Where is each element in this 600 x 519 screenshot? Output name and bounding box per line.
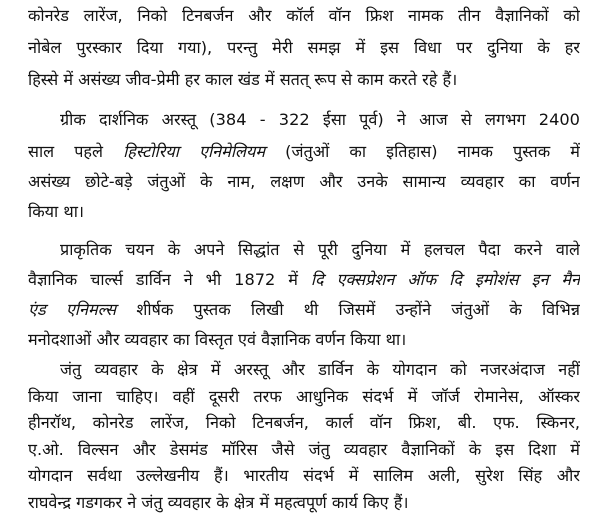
text-line: किया जाना चाहिए। वहीं दूसरी तरफ आधुनिक संदर्भ में जॉर्ज रोमानेस, ऑस्कर (28, 387, 580, 406)
text-line (28, 142, 580, 164)
text-line (28, 270, 580, 292)
text-line: नोबेल पुरस्कार दिया गया), परन्तु मेरी समझ में इस विधा पर दुनिया के हर (28, 38, 580, 57)
text-line: हीनरॉथ, कोनरेड लारेंज, निको टिनबर्जन, कार्ल वॉन फ्रिश, बी. एफ. स्किनर, (28, 413, 580, 432)
text-line: किया था। (28, 202, 85, 221)
text-line: हिस्से में असंख्य जीव-प्रेमी हर काल खंड में सतत् रूप से काम करते रहे हैं। (28, 70, 458, 89)
text-line: योगदान सर्वथा उल्लेखनीय हैं। भारतीय संदर्भ में सालिम अली, सुरेश सिंह और (28, 466, 580, 485)
text-line: कोनरेड लारेंज, निको टिनबर्जन और कॉर्ल वॉन फ्रिश नामक तीन वैज्ञानिकों को (28, 6, 580, 25)
text-line: ए.ओ. विल्सन और डेसमंड मॉरिस जैसे जंतु व्यवहार वैज्ञानिकों के इस दिशा में (28, 440, 580, 459)
text-line: राघवेन्द्र गडगकर ने जंतु व्यवहार के क्षेत्र में महत्वपूर्ण कार्य किए हैं। (28, 493, 409, 512)
text-run: (जंतुओं का इतिहास) नामक पुस्तक में (265, 142, 580, 161)
text-line: मनोदशाओं और व्यवहार का विस्तृत एवं वैज्ञानिक वर्णन किया था। (28, 330, 407, 349)
text-run: शीर्षक पुस्तक लिखी थी जिसमें उन्होंने जंतुओं के विभिन्न (116, 300, 580, 319)
text-line (28, 300, 580, 322)
text-run: साल पहले (28, 142, 124, 161)
text-line: प्राकृतिक चयन के अपने सिद्धांत से पूरी दुनिया में हलचल पैदा करने वाले (60, 240, 580, 259)
book-title-italic: दि एक्सप्रेशन ऑफ दि इमोशंस इन मैन (310, 270, 580, 289)
text-line: असंख्य छोटे-बड़े जंतुओं के नाम, लक्षण और उनके सामान्य व्यवहार का वर्णन (28, 172, 580, 191)
text-run: वैज्ञानिक चार्ल्स डार्विन ने भी 1872 में (28, 270, 311, 289)
book-title-italic: एंड एनिमल्स (28, 300, 117, 319)
book-title-italic: हिस्टोरिया एनिमेलियम (123, 142, 266, 161)
text-line: ग्रीक दार्शनिक अरस्तू (384 - 322 ईसा पूर्व) ने आज से लगभग 2400 (60, 110, 580, 129)
text-line: जंतु व्यवहार के क्षेत्र में अरस्तू और डार्विन के योगदान को नजरअंदाज नहीं (60, 360, 580, 379)
